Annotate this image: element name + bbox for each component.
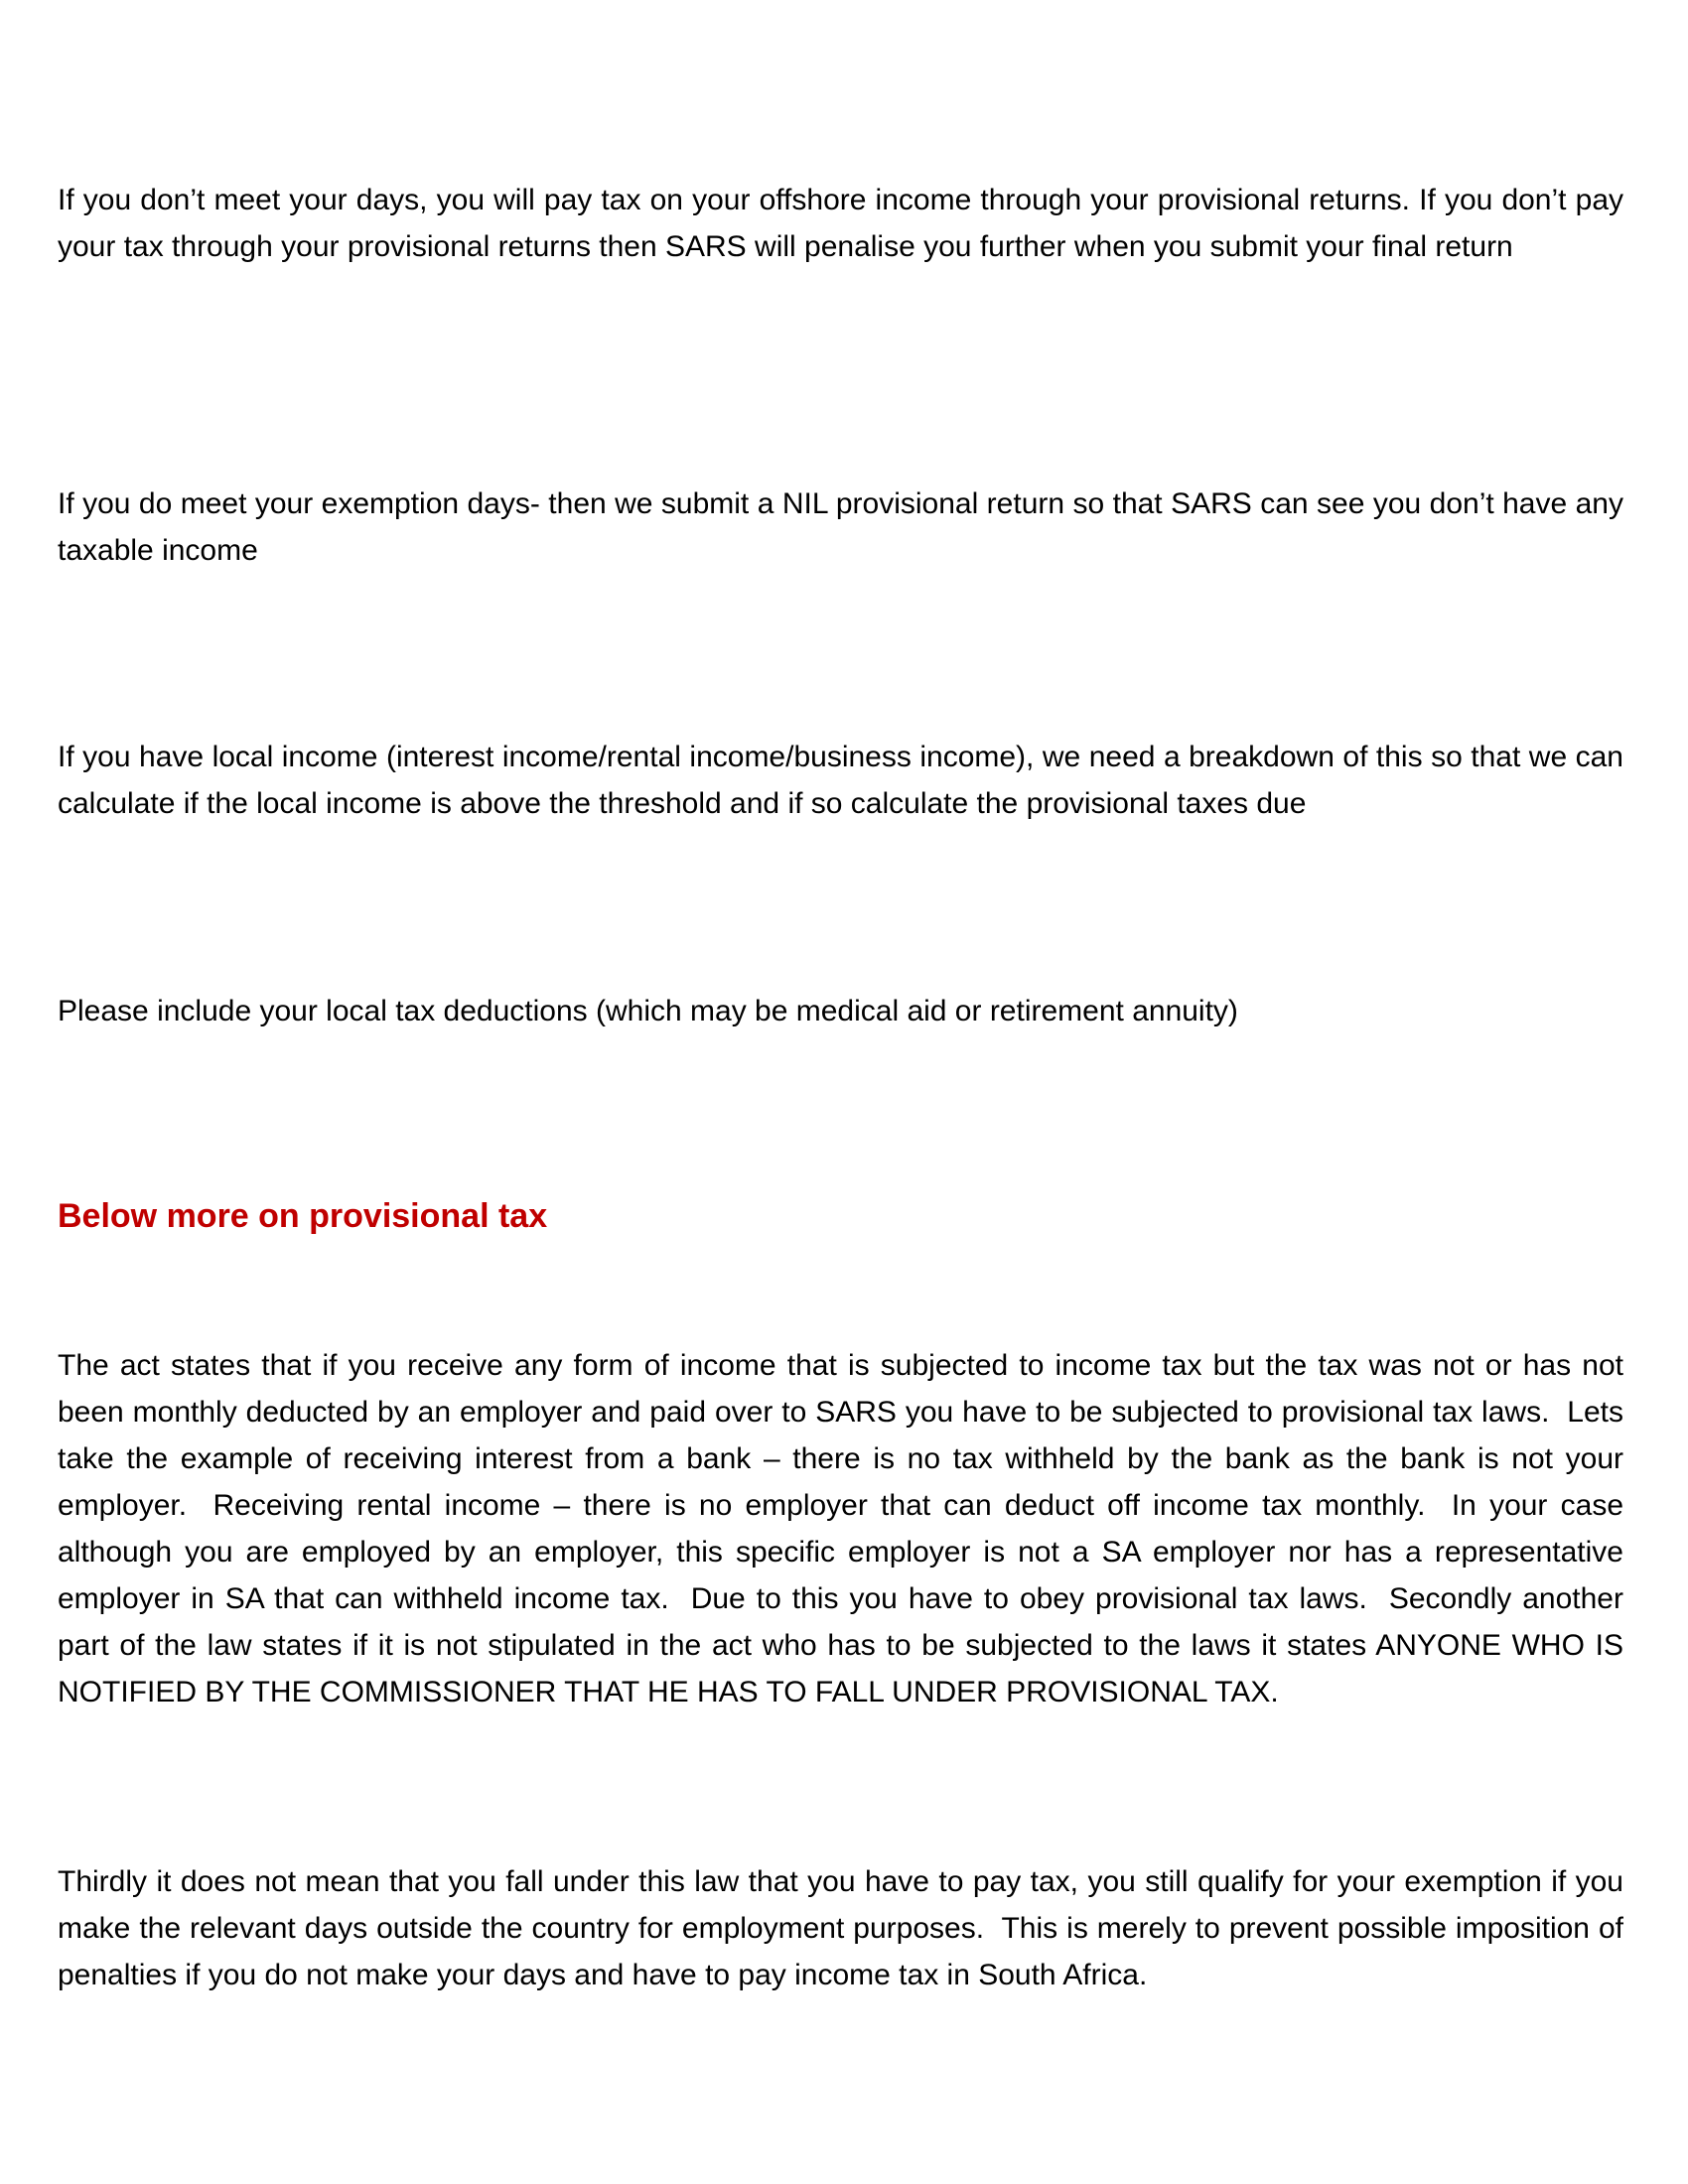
paragraph-local-income-breakdown: If you have local income (interest income/rental income/business income), we need a breakdown of this so that we can calculate if the local income is above the threshold and if so calculate the provisional taxes due <box>58 741 1632 820</box>
paragraph-local-tax-deductions: Please include your local tax deductions (which may be medical aid or retirement annuity) <box>58 995 1238 1027</box>
paragraph-provisional-tax-act: The act states that if you receive any form of income that is subjected to income tax but the tax was not or has not been monthly deducted by an employer and paid over to SARS you have to be subjected to provisional tax laws. Lets take the example of receiving interest from a bank – there is no tax withheld by the bank as the bank is not your employer. Receiving rental income – there is no employer that can deduct off income tax monthly. In your case although you are employed by an employer, this specific employer is not a SA employer nor has a representative employer in SA that can withheld income tax. Due to this you have to obey provisional tax laws. Secondly another part of the law states if it is not stipulated in the act who has to be subjected to the laws it states ANYONE WHO IS NOTIFIED BY THE COMMISSIONER THAT HE HAS TO FALL UNDER PROVISIONAL TAX. <box>58 1349 1632 1708</box>
paragraph-exemption-qualification: Thirdly it does not mean that you fall under this law that you have to pay tax, you still qualify for your exemption if you make the relevant days outside the country for employment purposes. This is merely to prevent possible imposition of penalties if you do not make your days and have to pay income tax in South Africa. <box>58 1865 1632 1991</box>
paragraph-nil-provisional-return: If you do meet your exemption days- then we submit a NIL provisional return so that SARS can see you don’t have any taxable income <box>58 487 1632 567</box>
paragraph-offshore-provisional-returns: If you don’t meet your days, you will pay tax on your offshore income through your provisional returns. If you don’t pay your tax through your provisional returns then SARS will penalise you further when you submit your final return <box>58 184 1632 263</box>
section-heading-provisional-tax: Below more on provisional tax <box>58 1197 548 1235</box>
